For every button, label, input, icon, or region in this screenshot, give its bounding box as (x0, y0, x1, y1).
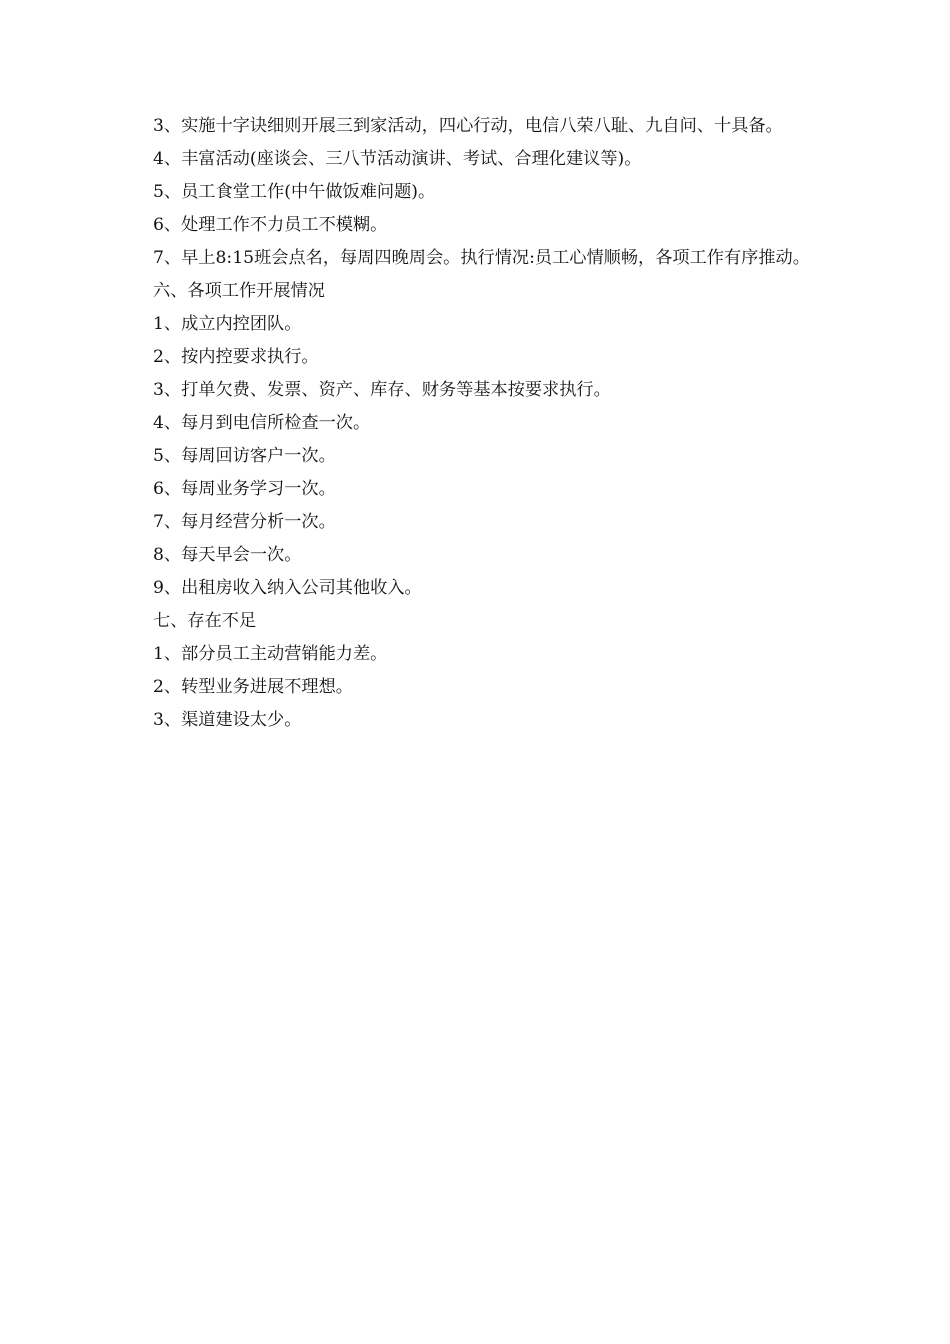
section-heading-6: 六、各项工作开展情况 (153, 281, 325, 301)
paragraph-work-2: 2、按内控要求执行。 (153, 347, 319, 367)
paragraph-shortfall-3: 3、渠道建设太少。 (153, 710, 302, 730)
paragraph-work-3: 3、打单欠费、发票、资产、库存、财务等基本按要求执行。 (153, 380, 611, 400)
paragraph-work-6: 6、每周业务学习一次。 (153, 479, 336, 499)
paragraph-work-1: 1、成立内控团队。 (153, 314, 302, 334)
section-heading-7: 七、存在不足 (153, 611, 257, 631)
paragraph-activity-3: 3、实施十字诀细则开展三到家活动，四心行动，电信八荣八耻、九自问、十具备。 (153, 116, 783, 136)
paragraph-activity-4: 4、丰富活动(座谈会、三八节活动演讲、考试、合理化建议等)。 (153, 149, 642, 169)
paragraph-activity-7: 7、早上8:15班会点名，每周四晚周会。执行情况:员工心情顺畅，各项工作有序推动。 (153, 248, 810, 268)
paragraph-activity-5: 5、员工食堂工作(中午做饭难问题)。 (153, 182, 436, 202)
paragraph-shortfall-2: 2、转型业务进展不理想。 (153, 677, 353, 697)
document-body (117, 110, 845, 737)
paragraph-activity-6: 6、处理工作不力员工不模糊。 (153, 215, 388, 235)
paragraph-work-5: 5、每周回访客户一次。 (153, 446, 336, 466)
paragraph-work-8: 8、每天早会一次。 (153, 545, 302, 565)
paragraph-work-7: 7、每月经营分析一次。 (153, 512, 336, 532)
paragraph-work-4: 4、每月到电信所检查一次。 (153, 413, 371, 433)
paragraph-work-9: 9、出租房收入纳入公司其他收入。 (153, 578, 422, 598)
paragraph-shortfall-1: 1、部分员工主动营销能力差。 (153, 644, 388, 664)
